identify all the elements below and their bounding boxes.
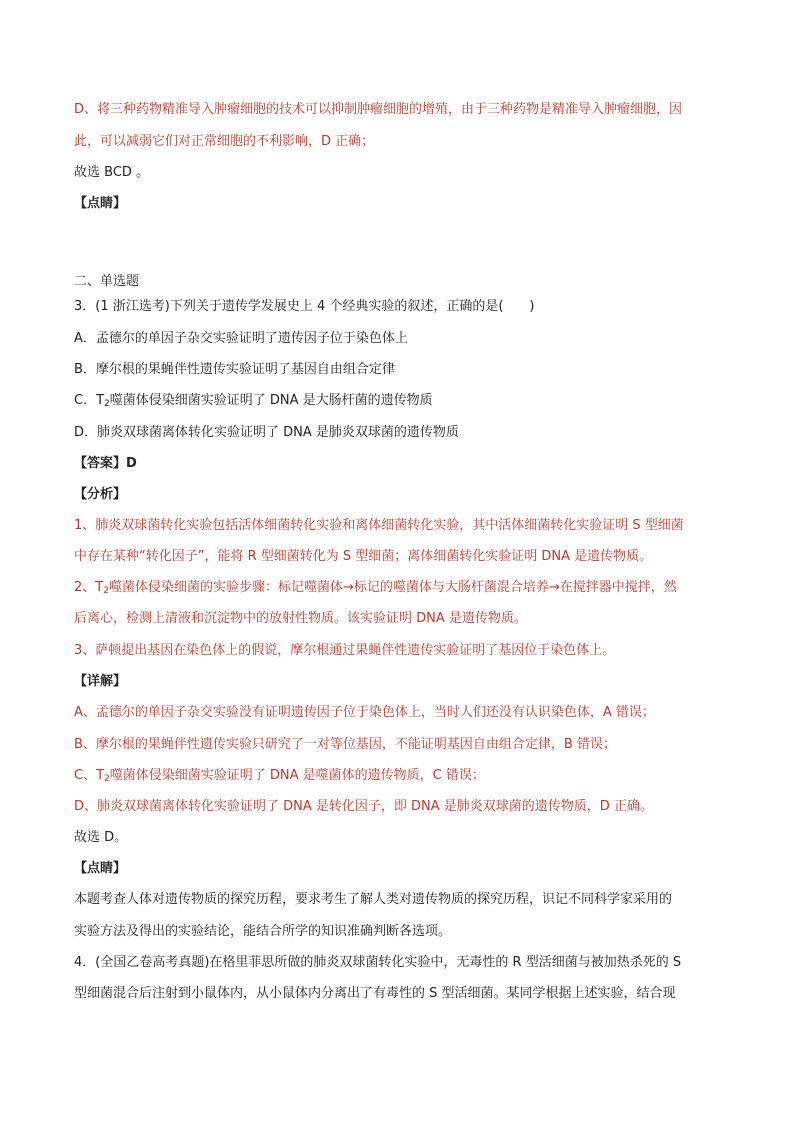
question-3-option-d: D．肺炎双球菌离体转化实验证明了 DNA 是肺炎双球菌的遗传物质 bbox=[74, 425, 459, 440]
analysis-point-1-line-1: 1、肺炎双球菌转化实验包括活体细菌转化实验和离体细菌转化实验，其中活体细菌转化实验证明 S 型细菌 bbox=[74, 518, 684, 533]
question-3-dianjing-heading: 【点睛】 bbox=[74, 861, 127, 876]
question-3-option-a: A．孟德尔的单因子杂交实验证明了遗传因子位于染色体上 bbox=[74, 331, 408, 346]
detail-b: B、摩尔根的果蝇伴性遗传实验只研究了一对等位基因，不能证明基因自由组合定律，B 错误； bbox=[74, 737, 616, 752]
question-3-option-c: C．$T_2$噬菌体侵染细菌实验证明了 DNA 是大肠杆菌的遗传物质 bbox=[74, 393, 433, 409]
question-3-option-b: B．摩尔根的果蝇伴性遗传实验证明了基因自由组合定律 bbox=[74, 362, 395, 377]
option-d-explanation-line-1: D、将三种药物精准导入肿瘤细胞的技术可以抑制肿瘤细胞的增殖，由于三种药物是精准导入肿瘤细胞，因 bbox=[74, 102, 683, 117]
dianjing-text-line-2: 实验方法及得出的实验结论，能结合所学的知识准确判断各选项。 bbox=[74, 924, 452, 939]
dianjing-text-line-1: 本题考查人体对遗传物质的探究历程，要求考生了解人类对遗传物质的探究历程，识记不同科学家采用的 bbox=[74, 892, 673, 907]
analysis-point-2-line-1: 2、$T_2$噬菌体侵染细菌的实验步骤：标记噬菌体→标记的噬菌体与大肠杆菌混合培养→在搅拌器中搅拌，然 bbox=[74, 580, 677, 596]
question-4-stem-line-2: 型细菌混合后注射到小鼠体内，从小鼠体内分离出了有毒性的 S 型活细菌。某同学根据上述实验，结合现 bbox=[74, 986, 676, 1001]
detail-a: A、孟德尔的单因子杂交实验没有证明遗传因子位于染色体上，当时人们还没有认识染色体，A 错误； bbox=[74, 705, 655, 720]
choice-summary: 故选 BCD 。 bbox=[74, 165, 150, 180]
analysis-point-1-line-2: 中存在某种“转化因子”，能将 R 型细菌转化为 S 型细菌；离体细菌转化实验证明 DNA 是遗传物质。 bbox=[74, 549, 653, 564]
analysis-point-3: 3、萨顿提出基因在染色体上的假说，摩尔根通过果蝇伴性遗传实验证明了基因位于染色体上。 bbox=[74, 643, 616, 658]
option-d-explanation-line-2: 此，可以减弱它们对正常细胞的不利影响，D 正确； bbox=[74, 134, 375, 149]
answer-line: 【答案】D bbox=[74, 456, 137, 471]
detail-d: D、肺炎双球菌离体转化实验证明了 DNA 是转化因子，即 DNA 是肺炎双球菌的遗传物质，D 正确。 bbox=[74, 799, 653, 814]
detail-heading: 【详解】 bbox=[74, 674, 127, 689]
dianjing-heading: 【点睛】 bbox=[74, 196, 127, 211]
analysis-heading: 【分析】 bbox=[74, 487, 127, 502]
question-3-stem: 3．(1 浙江选考)下列关于遗传学发展史上 4 个经典实验的叙述，正确的是( ) bbox=[74, 299, 535, 314]
analysis-point-2-line-2: 后离心，检测上清液和沉淀物中的放射性物质。该实验证明 DNA 是遗传物质。 bbox=[74, 611, 527, 626]
detail-c: C、$T_2$噬菌体侵染细菌实验证明了 DNA 是噬菌体的遗传物质，C 错误； bbox=[74, 768, 485, 784]
question-4-stem-line-1: 4．(全国乙卷高考真题)在格里菲思所做的肺炎双球菌转化实验中，无毒性的 R 型活细菌与被加热杀死的 S bbox=[74, 955, 682, 970]
question-3-choice-summary: 故选 D。 bbox=[74, 830, 128, 845]
section-title: 二、单选题 bbox=[74, 274, 140, 289]
